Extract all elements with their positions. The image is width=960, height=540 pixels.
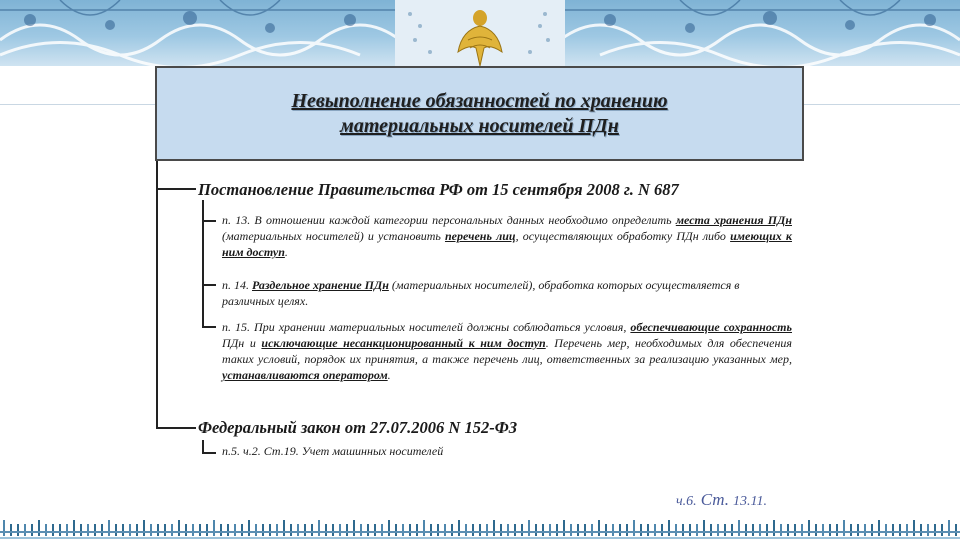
p15-text-1: п. 15. При хранении материальных носителей должны соблюдаться условия, xyxy=(222,320,631,334)
law2-item: п.5. ч.2. Ст.19. Учет машинных носителей xyxy=(222,444,444,458)
p13-text-1: п. 13. В отношении каждой категории персональных данных необходимо определить xyxy=(222,213,676,227)
slide-title xyxy=(155,66,804,161)
paragraph-14 xyxy=(222,277,762,309)
p15-text-2: ПДн и xyxy=(222,336,262,350)
article-reference xyxy=(676,490,767,510)
p14-separate-storage: Раздельное хранение ПДн xyxy=(252,278,389,292)
branch-p13 xyxy=(202,220,216,222)
branch-p15 xyxy=(202,326,216,328)
p13-text-2: (материальных носителей) и установить xyxy=(222,229,445,243)
p13-persons-list: перечень лиц xyxy=(444,229,516,243)
p13-storage-places: места хранения ПДн xyxy=(675,213,792,227)
branch-item xyxy=(202,452,216,454)
p15-text-3: . Перечень мер, необходимых для обеспечения таких условий, порядок их принятия, а также перечень лиц, ответственных за реализацию указанных мер, xyxy=(222,336,793,366)
branch-law1 xyxy=(156,188,196,190)
branch-p14 xyxy=(202,284,216,286)
article-st: Ст. xyxy=(700,490,730,509)
p15-set-by-operator: устанавливаются оператором xyxy=(222,368,388,382)
paragraph-13 xyxy=(222,212,792,260)
title-line-2: материальных носителей ПДн xyxy=(340,114,619,137)
article-part: ч.6. xyxy=(676,494,697,509)
p13-text-3: , осуществляющих обработку ПДн либо xyxy=(515,229,731,243)
branch-law2 xyxy=(156,427,196,429)
law2-heading: Федеральный закон от 27.07.2006 N 152-ФЗ xyxy=(198,418,518,437)
p14-text-1: п. 14. xyxy=(222,278,252,292)
p13-access: имеющих к ним доступ xyxy=(222,229,792,259)
emblem-icon xyxy=(448,0,512,66)
p15-ensuring-safety: обеспечивающие сохранность xyxy=(630,320,792,334)
title-line-1: Невыполнение обязанностей по хранению xyxy=(291,89,668,112)
article-number: 13.11 xyxy=(733,494,764,509)
p15-excluding-access: исключающие несанкционированный к ним доступ xyxy=(261,336,546,350)
law1-heading: Постановление Правительства РФ от 15 сентября 2008 г. N 687 xyxy=(198,180,679,199)
article-end: . xyxy=(763,494,767,509)
p13-text-4: . xyxy=(284,245,288,259)
tree-trunk xyxy=(156,161,158,429)
p15-text-4: . xyxy=(387,368,391,382)
p14-text-2: (материальных носителей), обработка которых осуществляется в различных целях. xyxy=(222,278,740,308)
paragraph-15 xyxy=(222,319,792,383)
ornament-footer xyxy=(0,518,960,540)
